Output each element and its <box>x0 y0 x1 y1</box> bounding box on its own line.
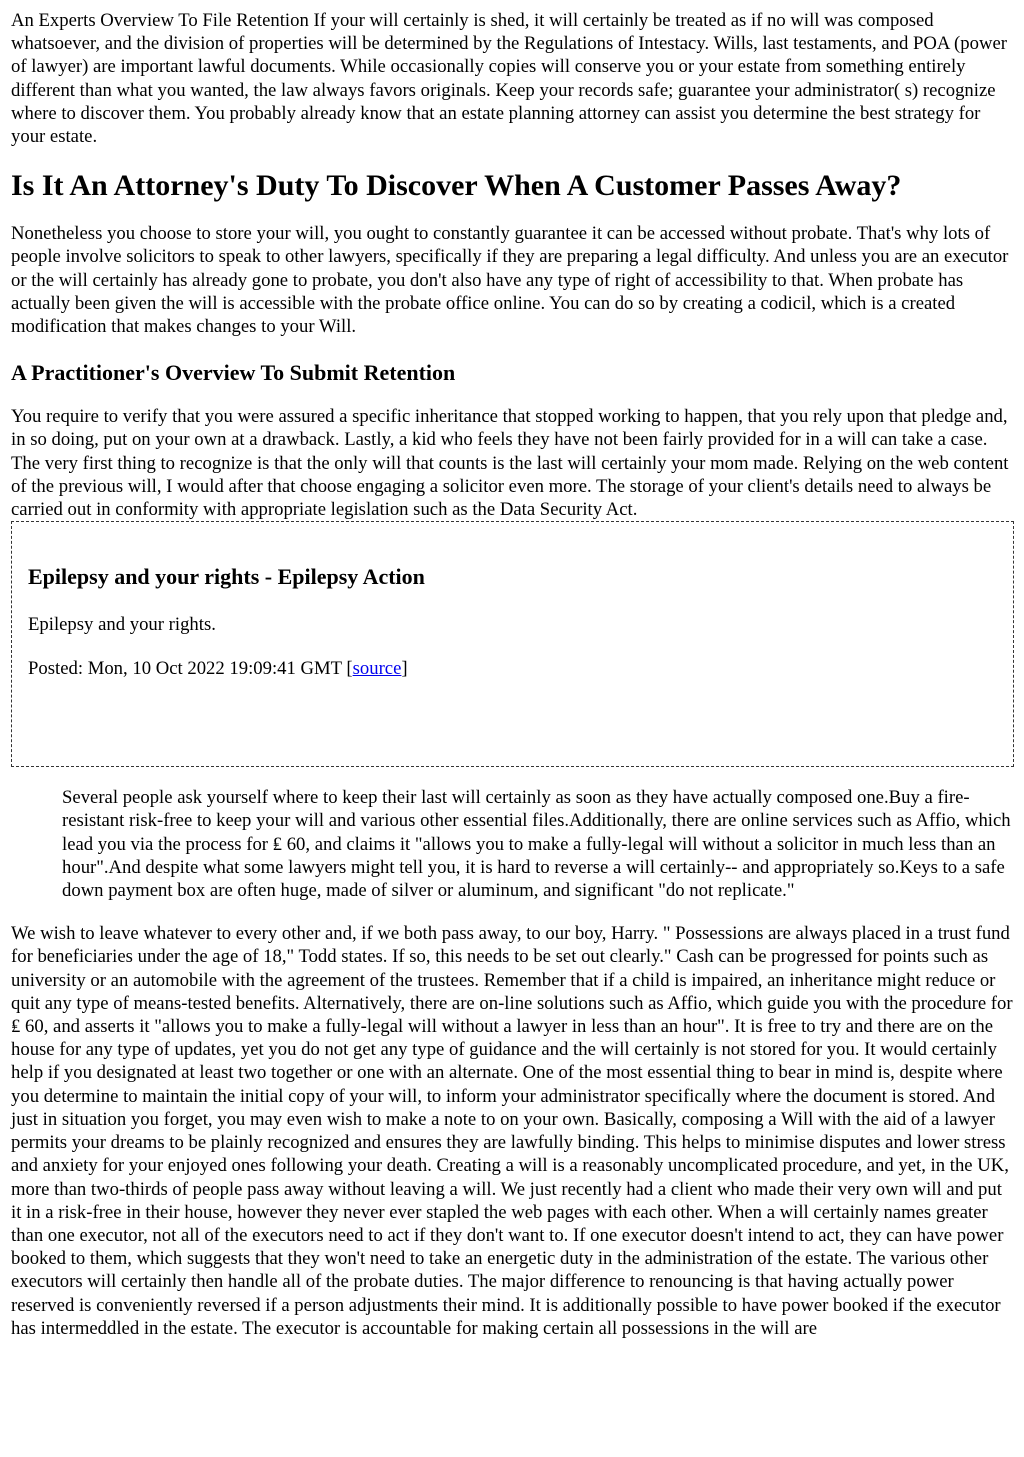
news-posted <box>28 657 997 680</box>
article <box>0 9 1024 1340</box>
main-heading: Is It An Attorney's Duty To Discover When A Customer Passes Away? <box>11 169 902 203</box>
news-box <box>11 521 1014 767</box>
news-description: Epilepsy and your rights. <box>28 614 216 636</box>
paragraph-3: We wish to leave whatever to every other and, if we both pass away, to our boy, Harry. " Possessions are always placed in a trust fund for beneficiaries under the age of 18," Todd states. If so, this needs to be set out clearly." Cash can be progressed for points such as university or an automobile with the agreement of the trustees. Remember that if a child is impaired, an inheritance might reduce or quit any type of means-tested benefits. Alternatively, there are on-line solutions such as Affio, which guide you with the procedure for ₤ 60, and asserts it "allows you to make a fully-legal will without a lawyer in less than an hour". It is free to try and there are on the house for any type of updates, yet you do not get any type of guidance and the will certainly is not stored for you. It would certainly help if you designated at least two together or one with an alternate. One of the most essential thing to bear in mind is, despite where you determine to maintain the initial copy of your will, to inform your administrator specifically where the document is stored. And just in situation you forget, you may even wish to make a note to on your own. Basically, composing a Will with the aid of a lawyer permits your dreams to be plainly recognized and ensures they are lawfully binding. This helps to minimise disputes and lower stress and anxiety for your enjoyed ones following your death. Creating a will is a reasonably uncomplicated procedure, and yet, in the UK, more than two-thirds of people pass away without leaving a will. We just recently had a client who made their very own will and put it in a risk-free in their house, however they never ever stapled the web pages with each other. When a will certainly names greater than one executor, not all of the executors need to act if they don't want to. If one executor doesn't intend to act, they can have power booked to them, which suggests that they won't need to take an energetic duty in the administration of the estate. The various other executors will certainly then handle all of the probate duties. The major difference to renouncing is that having actually power reserved is conveniently reversed if a person adjustments their mind. It is additionally possible to have power booked if the executor has intermeddled in the estate. The executor is accountable for making certain all possessions in the will are <box>11 923 1013 1339</box>
paragraph-1: Nonetheless you choose to store your will, you ought to constantly guarantee it can be accessed without probate. That's why lots of people involve solicitors to speak to other lawyers, specifically if they are preparing a legal difficulty. And unless you are an executor or the will certainly has already gone to probate, you don't also have any type of right of accessibility to that. When probate has actually been given the will is accessible with the probate office online. You can do so by creating a codicil, which is a created modification that makes changes to your Will. <box>11 223 1009 338</box>
news-posted-suffix: ] <box>401 658 408 680</box>
intro-paragraph: An Experts Overview To File Retention If your will certainly is shed, it will certainly be treated as if no will was composed whatsoever, and the division of properties will be determined by the Regulations of Intestacy. Wills, last testaments, and POA (power of lawyer) are important lawful documents. While occasionally copies will conserve you or your estate from something entirely different than what you wanted, the law always favors originals. Keep your records safe; guarantee your administrator( s) recognize where to discover them. You probably already know that an estate planning attorney can assist you determine the best strategy for your estate. <box>11 10 1007 148</box>
paragraph-2: You require to verify that you were assured a specific inheritance that stopped working to happen, that you rely upon that pledge and, in so doing, put on your own at a drawback. Lastly, a kid who feels they have not been fairly provided for in a will can take a case. The very first thing to recognize is that the only will that counts is the last will certainly your mom made. Relying on the web content of the previous will, I would after that choose engaging a solicitor even more. The storage of your client's details need to always be carried out in conformity with appropriate legislation such as the Data Security Act. <box>11 406 1009 521</box>
sub-heading: A Practitioner's Overview To Submit Retention <box>11 360 456 386</box>
news-title: Epilepsy and your rights - Epilepsy Action <box>28 564 425 590</box>
news-posted-date: Posted: Mon, 10 Oct 2022 19:09:41 GMT [ <box>28 658 353 680</box>
blockquote: Several people ask yourself where to keep their last will certainly as soon as they have actually composed one.Buy a fire-resistant risk-free to keep your will and various other essential files.Additionally, there are online services such as Affio, which lead you via the process for ₤ 60, and claims it "allows you to make a fully-legal will without a solicitor in much less than an hour".And despite what some lawyers might tell you, it is hard to reverse a will certainly-- and appropriately so.Keys to a safe down payment box are often huge, made of silver or aluminum, and significant "do not replicate." <box>62 787 1011 902</box>
source-link[interactable]: source <box>352 658 402 680</box>
